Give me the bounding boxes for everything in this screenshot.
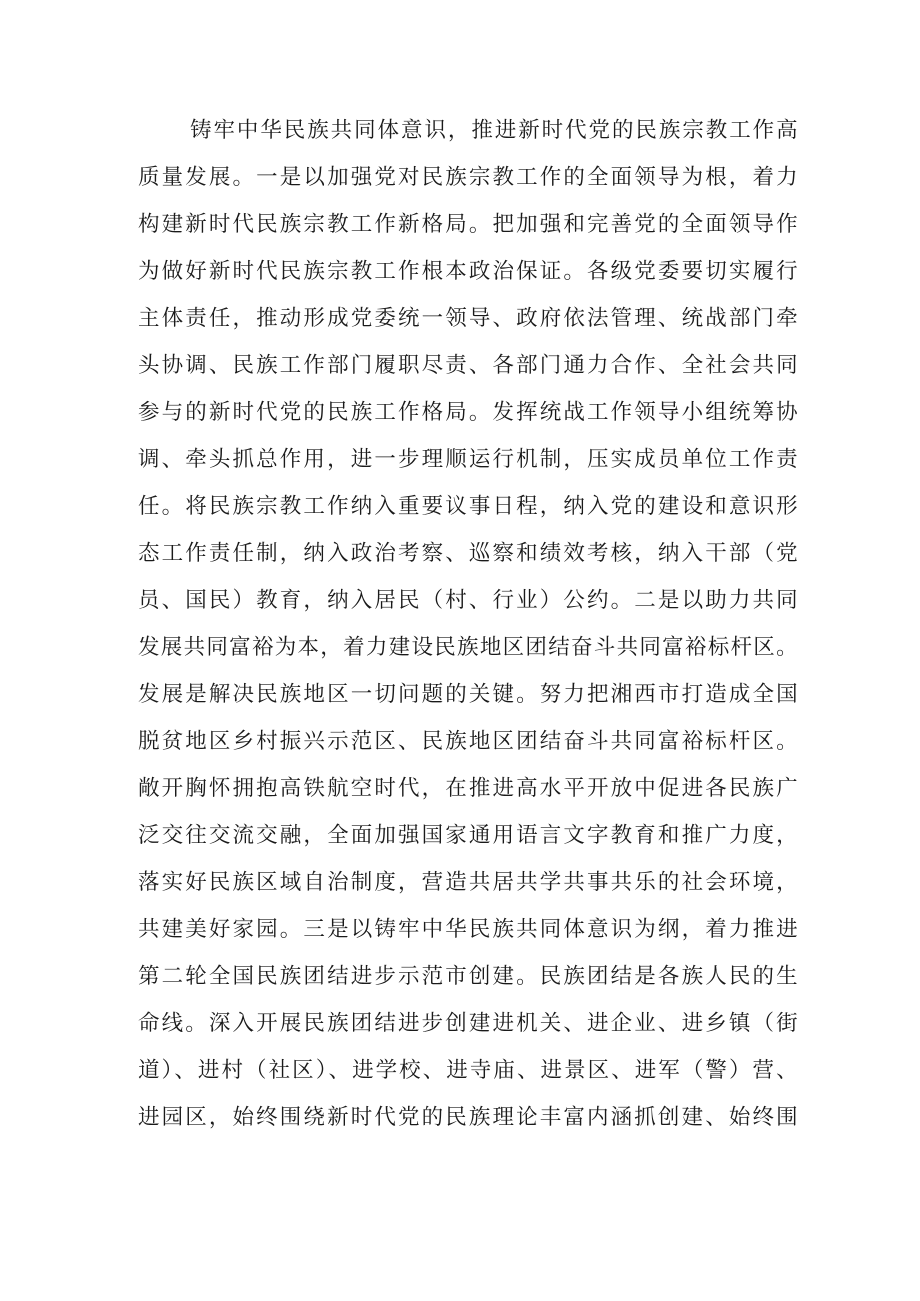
paragraph-line: 为做好新时代民族宗教工作根本政治保证。各级党委要切实履行 — [138, 259, 798, 284]
paragraph-line: 泛交往交流交融，全面加强国家通用语言文字教育和推广力度， — [138, 823, 798, 848]
paragraph-line: 敞开胸怀拥抱高铁航空时代，在推进高水平开放中促进各民族广 — [138, 776, 798, 801]
paragraph-line: 命线。深入开展民族团结进步创建进机关、进企业、进乡镇（街 — [138, 1011, 798, 1036]
paragraph-line: 员、国民）教育，纳入居民（村、行业）公约。二是以助力共同 — [138, 588, 798, 613]
paragraph-line: 落实好民族区域自治制度，营造共居共学共事共乐的社会环境， — [138, 870, 798, 895]
paragraph-line: 进园区，始终围绕新时代党的民族理论丰富内涵抓创建、始终围 — [138, 1105, 798, 1130]
paragraph-line: 主体责任，推动形成党委统一领导、政府依法管理、统战部门牵 — [138, 306, 798, 331]
paragraph-line: 脱贫地区乡村振兴示范区、民族地区团结奋斗共同富裕标杆区。 — [138, 729, 798, 754]
paragraph-line: 态工作责任制，纳入政治考察、巡察和绩效考核，纳入干部（党 — [138, 541, 798, 566]
paragraph-line: 发展是解决民族地区一切问题的关键。努力把湘西市打造成全国 — [138, 682, 798, 707]
paragraph-line: 任。将民族宗教工作纳入重要议事日程，纳入党的建设和意识形 — [138, 494, 798, 519]
body-paragraph — [138, 107, 798, 1141]
paragraph-line: 第二轮全国民族团结进步示范市创建。民族团结是各族人民的生 — [138, 964, 798, 989]
paragraph-line: 参与的新时代党的民族工作格局。发挥统战工作领导小组统筹协 — [138, 400, 798, 425]
paragraph-line: 质量发展。一是以加强党对民族宗教工作的全面领导为根，着力 — [138, 165, 798, 190]
paragraph-line: 铸牢中华民族共同体意识，推进新时代党的民族宗教工作高 — [190, 118, 798, 143]
paragraph-line: 构建新时代民族宗教工作新格局。把加强和完善党的全面领导作 — [138, 212, 798, 237]
paragraph-line: 共建美好家园。三是以铸牢中华民族共同体意识为纲，着力推进 — [138, 917, 798, 942]
paragraph-line: 发展共同富裕为本，着力建设民族地区团结奋斗共同富裕标杆区。 — [138, 635, 798, 660]
paragraph-line: 调、牵头抓总作用，进一步理顺运行机制，压实成员单位工作责 — [138, 447, 798, 472]
paragraph-line: 道）、进村（社区）、进学校、进寺庙、进景区、进军（警）营、 — [138, 1058, 798, 1083]
paragraph-line: 头协调、民族工作部门履职尽责、各部门通力合作、全社会共同 — [138, 353, 798, 378]
